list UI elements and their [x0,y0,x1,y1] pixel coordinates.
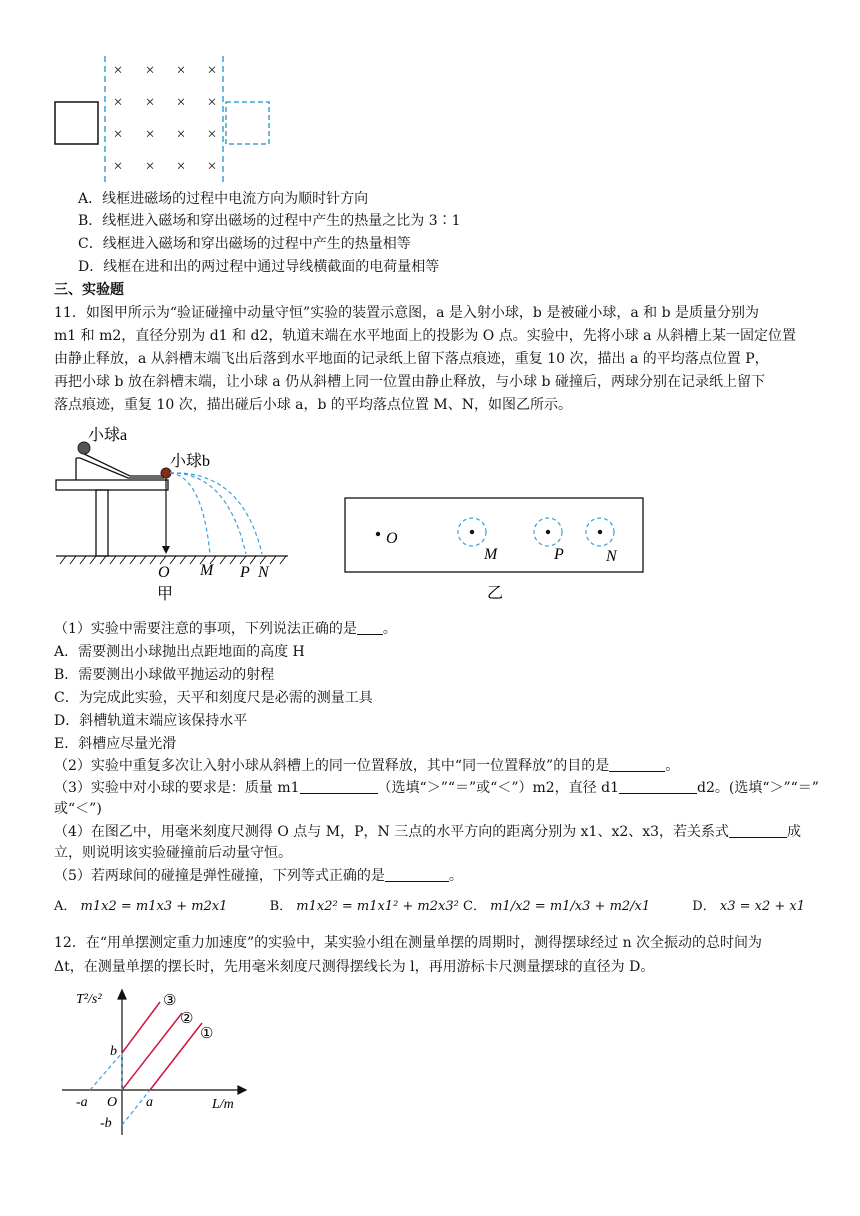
line-1-label: ① [200,1026,214,1042]
trajectories [170,473,262,554]
q11-sub1-option-b: B．需要测出小球做平抛运动的射程 [54,667,275,683]
q11-para-line-3: 由静止释放，a 从斜槽末端飞出后落到水平地面的记录纸上留下落点痕迹，重复 10 次，描出 a 的平均落点位置 P， [54,351,769,367]
axis-label-x: L/m [212,1097,234,1112]
q11-sub1-option-c: C．为完成此实验，天平和刻度尺是必需的测量工具 [54,690,373,706]
q11-sub5 [54,866,463,886]
label-O: O [386,530,398,547]
q11-sub1-text: （1）实验中需要注意的事项，下列说法正确的是 [54,621,357,637]
q11-para-line-5: 落点痕迹，重复 10 次，描出碰后小球 a，b 的平均落点位置 M、N，如图乙所示。 [54,397,572,413]
answer-blank[interactable] [609,757,665,772]
answer-blank[interactable] [619,779,697,794]
q11-sub1-option-a: A．需要测出小球抛出点距地面的高度 H [54,644,305,660]
wire-frame [55,102,98,144]
line-3-label: ③ [163,993,177,1009]
table [56,480,168,556]
option-c-label: C． [463,899,486,914]
q11-sub2-text: （2）实验中重复多次让入射小球从斜槽上的同一位置释放，其中“同一位置释放”的目的是 [54,758,610,774]
svg-text:×: × [207,94,217,111]
answer-blank[interactable] [385,867,449,882]
q11-sub3-b: （选填“＞”“＝”或“＜”）m2，直径 d1 [377,780,619,796]
q11-para-line-2: m1 和 m2，直径分别为 d1 和 d2，轨道末端在水平地面上的投影为 O 点。实验中，先将小球 a 从斜槽上某一固定位置 [54,328,796,344]
svg-text:×: × [207,158,217,175]
q10-option-d: D．线框在进和出的两过程中通过导线横截面的电荷量相等 [78,259,440,275]
svg-text:×: × [176,158,186,175]
q11-sub3-cont: 或“＜”) [54,801,102,817]
extensions [90,1053,150,1125]
q11-sub1-option-e: E．斜槽应尽量光滑 [54,736,177,752]
label-a: a [146,1095,153,1110]
option-b-label: B． [269,899,293,914]
q11-sub5-options [54,897,805,917]
q11-sub2-end: 。 [665,758,680,774]
magnetic-field-figure [50,56,280,184]
q10-option-c: C．线框进入磁场和穿出磁场的过程中产生的热量相等 [78,236,411,252]
caption-yi: 乙 [487,585,504,602]
svg-text:×: × [207,62,217,79]
svg-text:×: × [176,94,186,111]
svg-text:×: × [176,62,186,79]
q10-option-a: A．线框进磁场的过程中电流方向为顺时针方向 [78,191,369,207]
svg-text:×: × [145,62,155,79]
q11-sub1 [54,619,397,639]
label-O: O [158,564,170,581]
frame-dashed-position [226,102,269,144]
option-a-formula: m1x2 = m1x3 + m2x1 [80,899,228,914]
q11-sub5-text: （5）若两球间的碰撞是弹性碰撞，下列等式正确的是 [54,868,385,884]
q11-sub1-end: 。 [382,621,397,637]
answer-blank[interactable] [729,823,787,838]
svg-text:×: × [145,158,155,175]
axes [62,990,246,1135]
svg-text:×: × [145,94,155,111]
label-M: M [200,562,214,579]
label-P: P [554,546,564,563]
option-d-formula: x3 = x2 + x1 [719,899,805,914]
q11-sub3-a: （3）实验中对小球的要求是：质量 m1 [54,780,300,796]
q11-sub4-cont: 立，则说明该实验碰撞前后动量守恒。 [54,845,292,861]
field-crosses [113,62,216,175]
answer-blank[interactable] [300,779,378,794]
label-ball-a: 小球a [88,427,128,444]
section-heading: 三、实验题 [54,282,124,298]
svg-text:×: × [113,94,123,111]
plumb-arrow [162,546,170,554]
svg-text:×: × [145,126,155,143]
label-b: b [110,1044,117,1059]
option-b-formula: m1x2² = m1x1² + m2x3² [296,899,459,914]
svg-text:×: × [207,126,217,143]
q11-sub3 [54,778,819,798]
label-P: P [240,564,250,581]
q12-line-2: Δt，在测量单摆的摆长时，先用毫米刻度尺测得摆线长为 l，再用游标卡尺测量摆球的直径为 D。 [54,959,655,975]
q11-sub5-end: 。 [448,868,463,884]
option-a-label: A． [54,899,77,914]
q11-sub3-c: d2。(选填“＞”“＝” [697,780,819,796]
label-ball-b: 小球b [170,453,211,470]
option-c-formula: m1/x2 = m1/x3 + m2/x1 [490,899,651,914]
option-d-label: D． [692,899,716,914]
q11-sub4-a: （4）在图乙中，用毫米刻度尺测得 O 点与 M，P，N 三点的水平方向的距离分别为 x1、x2、x3，若关系式 [54,824,730,840]
ramp [76,452,164,480]
figure-jia [52,420,302,610]
q11-para-line-4: 再把小球 b 放在斜槽末端，让小球 a 仍从斜槽上同一位置由静止释放，与小球 b 碰撞后，两球分别在记录纸上留下 [54,374,765,390]
svg-text:×: × [113,126,123,143]
figure-yi [340,494,650,606]
svg-text:×: × [176,126,186,143]
caption-jia: 甲 [157,586,174,603]
axis-label-y: T²/s² [76,992,102,1007]
label-N: N [258,564,269,581]
q11-sub1-option-d: D．斜槽轨道末端应该保持水平 [54,713,248,729]
label-M: M [484,546,498,563]
q11-para-line-1: 11．如图甲所示为“验证碰撞中动量守恒”实验的装置示意图，a 是入射小球，b 是被碰小球，a 和 b 是质量分别为 [54,305,759,321]
ground [56,556,288,564]
q12-line-1: 12．在“用单摆测定重力加速度”的实验中，某实验小组在测量单摆的周期时，测得摆球经过 n 次全振动的总时间为 [54,935,763,951]
line-2-label: ② [180,1011,194,1027]
answer-blank[interactable] [357,620,383,635]
svg-text:×: × [113,158,123,175]
q11-sub2 [54,756,679,776]
q10-option-b: B．线框进入磁场和穿出磁场的过程中产生的热量之比为 3∶1 [78,213,461,229]
q11-sub4 [54,822,801,842]
label-N: N [606,548,617,565]
label-neg-a: -a [76,1095,88,1110]
origin-label: O [107,1095,118,1110]
q11-sub4-b: 成 [787,824,802,840]
svg-text:×: × [113,62,123,79]
t2-l-graph [60,985,260,1145]
label-neg-b: -b [100,1116,112,1131]
